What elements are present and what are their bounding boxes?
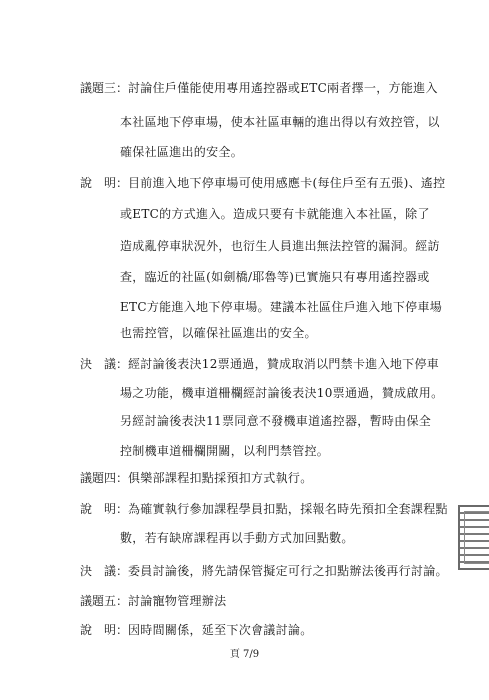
item-text-line: 查，臨近的社區(如劍橋/耶魯等)已實施只有專用遙控器或	[120, 270, 430, 284]
item-label: 決 議：	[80, 564, 129, 578]
item-text-line: 本社區地下停車場，使本社區車輛的進出得以有效控管，以	[120, 115, 440, 129]
item-text-line: 俱樂部課程扣點採預扣方式執行。	[128, 471, 313, 485]
item-text-line: 委員討論後，將先請保管擬定可行之扣點辦法後再行討論。	[128, 564, 448, 578]
item-label: 議題四：	[80, 471, 129, 485]
item-text-line: 數，若有缺席課程再以手動方式加回點數。	[120, 531, 354, 545]
item-text-line: 確保社區進出的安全。	[120, 145, 244, 159]
item-label: 議題五：	[80, 594, 129, 608]
item-text-line: 或ETC的方式進入。造成只要有卡就能進入本社區，除了	[120, 207, 430, 221]
item-text-line: 討論寵物管理辦法	[128, 594, 227, 608]
item-label: 決 議：	[80, 357, 129, 371]
item-text-line: 也需控管，以確保社區進出的安全。	[120, 326, 317, 340]
item-text-line: 目前進入地下停車場可使用感應卡(每住戶至有五張)、遙控	[128, 176, 446, 190]
item-text-line: 為確實執行參加課程學員扣點，採報名時先預扣全套課程點	[128, 502, 448, 516]
item-text-line: 討論住戶僅能使用專用遙控器或ETC兩者擇一，方能進入	[128, 81, 438, 95]
item-text-line: 控制機車道柵欄開關，以利門禁管控。	[120, 444, 330, 458]
item-text-line: 造成亂停車狀況外，也衍生人員進出無法控管的漏洞。經訪	[120, 239, 440, 253]
item-label: 議題三：	[80, 81, 129, 95]
item-text-line: 經討論後表決12票通過，贊成取消以門禁卡進入地下停車	[128, 357, 440, 371]
item-text-line: 另經討論後表決11票同意不發機車道遙控器，暫時由保全	[120, 414, 432, 428]
item-label: 說 明：	[80, 176, 129, 190]
item-label: 說 明：	[80, 623, 129, 637]
item-text-line: 因時間關係，延至下次會議討論。	[128, 623, 313, 637]
seal-stamp	[458, 505, 489, 570]
page-number: 頁 7/9	[229, 649, 260, 660]
item-text-line: 場之功能，機車道柵欄經討論後表決10票通過，贊成啟用。	[120, 386, 444, 400]
item-label: 說 明：	[80, 502, 129, 516]
item-text-line: ETC方能進入地下停車場。建議本社區住戶進入地下停車場	[120, 300, 443, 314]
